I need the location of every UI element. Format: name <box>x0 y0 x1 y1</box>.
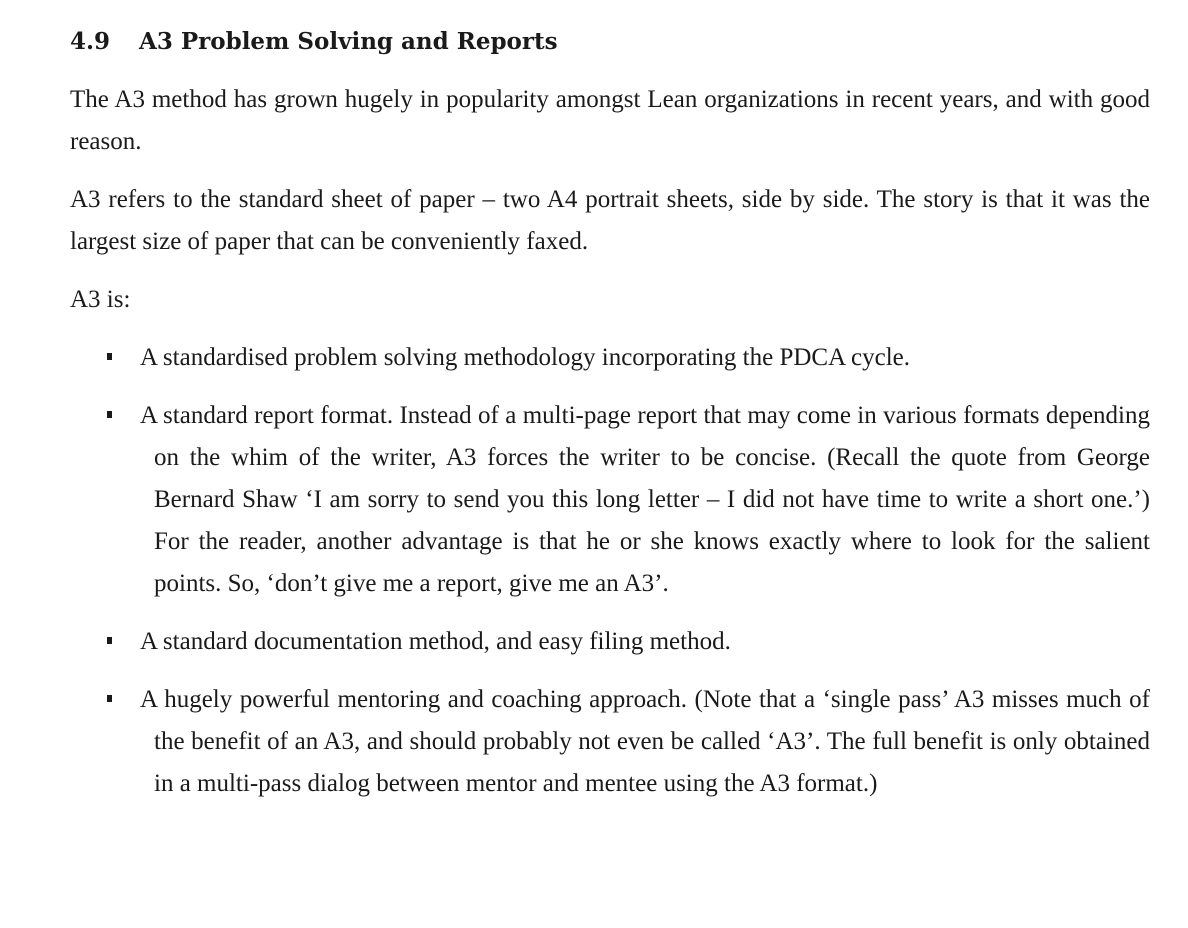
list-item <box>70 621 1150 663</box>
paragraph-a3-definition: A3 refers to the standard sheet of paper – two A4 portrait sheets, side by side. The story is that it was the largest size of paper that can be conveniently faxed. <box>70 186 1150 255</box>
list-item-text: A hugely powerful mentoring and coaching approach. (Note that a ‘single pass’ A3 misses much of the benefit of an A3, and should probably not even be called ‘A3’. The full benefit is only obtained in a multi-pass dialog between mentor and mentee using the A3 format.) <box>140 686 1150 797</box>
a3-bullet-list <box>70 337 1150 821</box>
list-item <box>70 395 1150 605</box>
bullet-icon <box>107 695 112 702</box>
bullet-icon <box>107 637 112 644</box>
list-item <box>70 337 1150 379</box>
bullet-icon <box>107 353 112 360</box>
paragraph-a3-is: A3 is: <box>70 286 131 313</box>
paragraph-intro: The A3 method has grown hugely in popularity amongst Lean organizations in recent years, and with good reason. <box>70 86 1150 155</box>
bullet-icon <box>107 411 112 418</box>
list-item-text: A standard documentation method, and easy filing method. <box>140 628 731 655</box>
list-item-text: A standardised problem solving methodology incorporating the PDCA cycle. <box>140 344 911 371</box>
list-item <box>70 679 1150 805</box>
section-number: 4.9 <box>70 28 111 55</box>
list-item-text: A standard report format. Instead of a multi-page report that may come in various formats depending on the whim of the writer, A3 forces the writer to be concise. (Recall the quote from George Bernard Shaw ‘I am sorry to send you this long letter – I did not have time to write a short one.’) For the reader, another advantage is that he or she knows exactly where to look for the salient points. So, ‘don’t give me a report, give me an A3’. <box>140 402 1150 597</box>
section-heading <box>70 26 558 58</box>
section-title: A3 Problem Solving and Reports <box>139 28 558 55</box>
